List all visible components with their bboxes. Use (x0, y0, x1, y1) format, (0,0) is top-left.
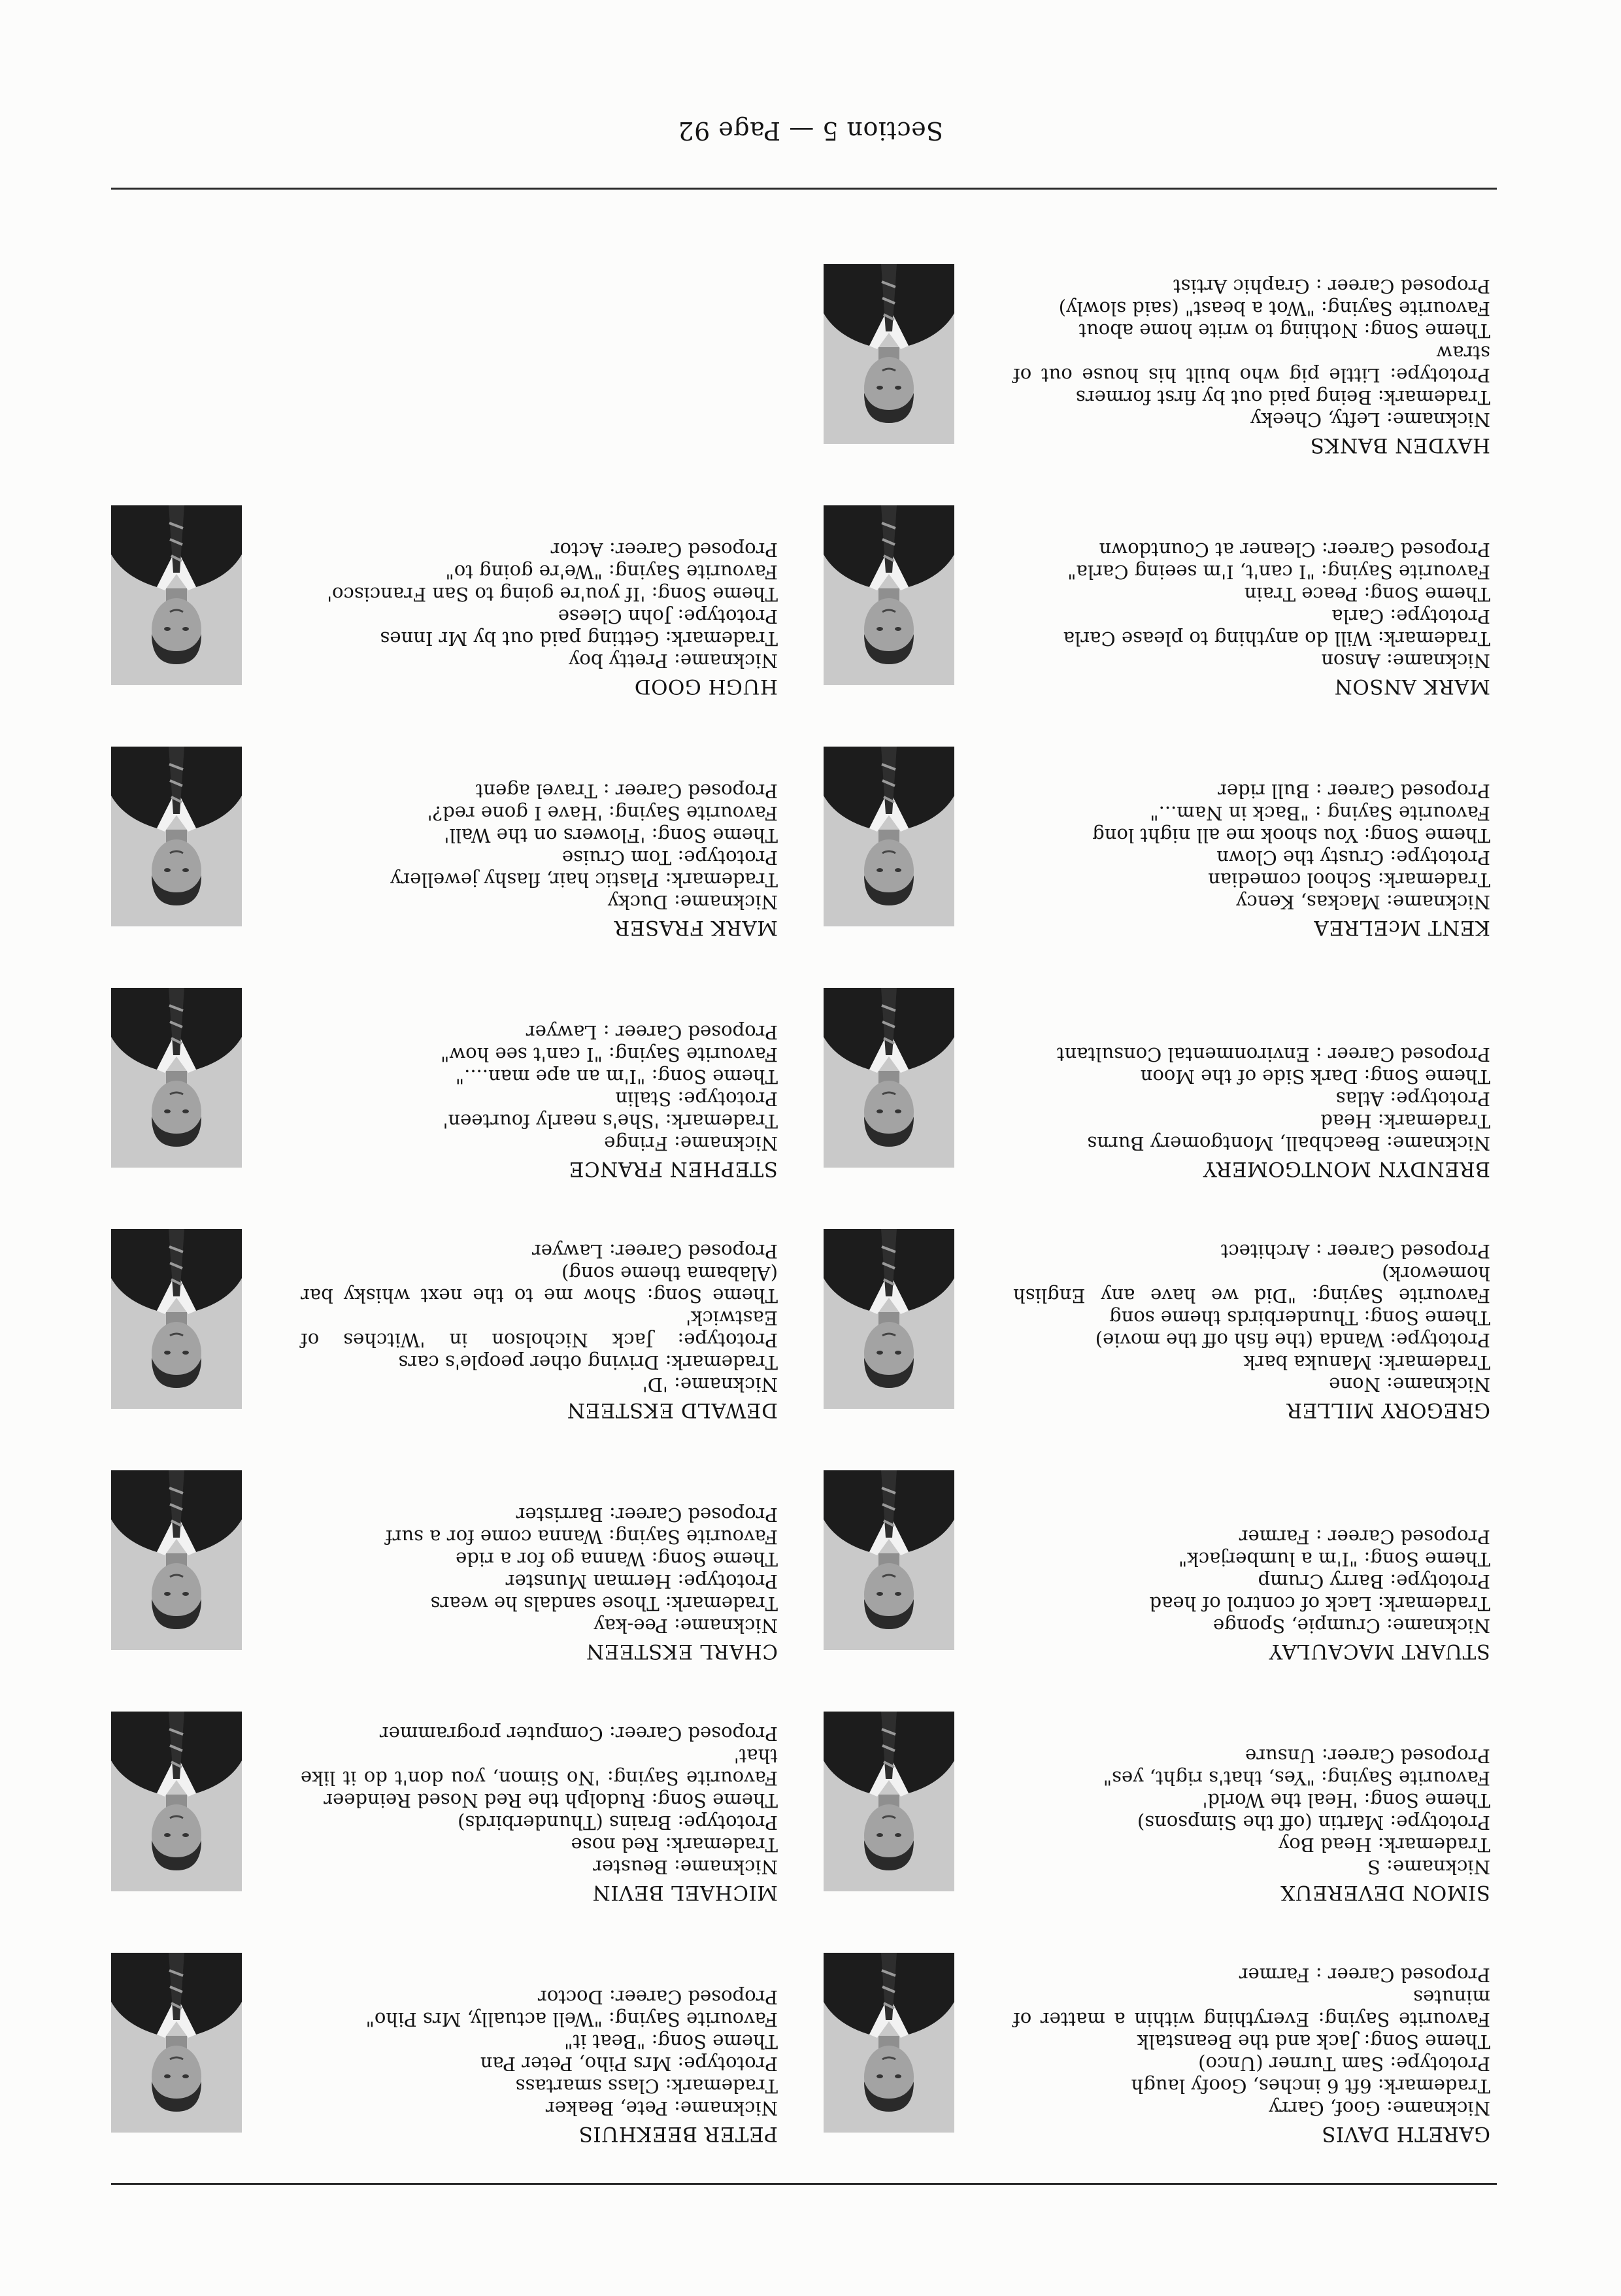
profile-field: Favourite Saying: "Yes, that's right, yes" (1103, 1767, 1490, 1789)
profile-field: Nickname: Pete, Beaker (545, 2097, 778, 2119)
profile-field: Nickname: S (1367, 1856, 1490, 1878)
profile-field: Nickname: None (1329, 1374, 1490, 1396)
profile-entry (72, 1181, 778, 1422)
profile-name: CHARL EKSTEEN (586, 1640, 778, 1663)
profile-fields (301, 1021, 778, 1155)
profile-field: Trademark: Red nose (571, 1834, 778, 1856)
profile-field: Nickname: Pee-kay (593, 1615, 778, 1637)
profile-field: Proposed Career: Doctor (537, 1986, 778, 2008)
profile-fields (1013, 1526, 1490, 1637)
profile-fields (1013, 539, 1490, 672)
profile-field: Trademark: Class smartass (515, 2075, 778, 2097)
profile-entry (784, 1663, 1490, 1904)
profile-field: Favourite Saying : "Back in Nam..." (1150, 802, 1490, 824)
profile-fields (1013, 1043, 1490, 1155)
profile-field: Theme Song: Jack and the Beanstalk (1137, 2031, 1490, 2053)
profile-entry (72, 1663, 778, 1904)
profile-field: Prototype: Atlas (1335, 1088, 1490, 1110)
profile-field: Trademark: Head Boy (1278, 1834, 1490, 1856)
profile-field: Proposed Career: Unsure (1245, 1745, 1490, 1767)
profile-field: Nickname: Anson (1321, 650, 1490, 672)
profile-entry (784, 939, 1490, 1181)
profile-entry (72, 698, 778, 939)
profile-field: Trademark: School comedian (1208, 869, 1490, 891)
profile-name: MARK FRASER (614, 916, 778, 939)
student-photo (824, 264, 954, 444)
profile-field: Theme Song: Dark Side of the Moon (1140, 1066, 1490, 1088)
profile-name: KENT McELREA (1313, 916, 1490, 939)
profile-field: Nickname: Beuster (593, 1856, 778, 1878)
profile-field: Theme Song: You shook me all night long (1092, 824, 1490, 847)
profile-field: Trademark: Getting paid out by Mr Innes (380, 628, 778, 650)
profile-field: Prototype: Little pig who built his house out of straw (1013, 342, 1490, 386)
student-photo (111, 1712, 242, 1891)
top-rule (111, 2183, 1497, 2185)
student-photo (824, 1953, 954, 2133)
profile-fields (1013, 1240, 1490, 1396)
profile-field: Theme Song: Thunderbirds theme song (1109, 1307, 1490, 1329)
student-photo (111, 1229, 242, 1409)
profile-entry (784, 1422, 1490, 1663)
profile-field: Theme Song: 'Flowers on the Wall' (444, 824, 778, 847)
profile-field: Proposed Career: Lawyer (532, 1240, 778, 1262)
profile-field: Proposed Career: Barrister (516, 1504, 778, 1526)
profile-field: Prototype: Crusty the Clown (1216, 847, 1490, 869)
profile-name: MARK ANSON (1334, 675, 1490, 698)
profile-field: Proposed Career : Travel agent (475, 780, 778, 802)
profile-field: Proposed Career: Cleaner at Countdown (1099, 539, 1490, 561)
profile-field: Proposed Career : Environmental Consultant (1056, 1043, 1490, 1066)
profile-field: Nickname: Fringe (604, 1132, 778, 1155)
profile-field: Theme Song: Nothing to write home about (1078, 320, 1490, 342)
profile-field: Nickname: Crumpie, Sponge (1212, 1615, 1490, 1637)
profile-field: Favourite Saying: 'No Simon, you don't do it like that' (301, 1745, 778, 1789)
profile-field: Favourite Saying: "Did we have any English homework) (1013, 1262, 1490, 1307)
profile-entry (784, 457, 1490, 698)
profile-name: GREGORY MILLER (1286, 1398, 1490, 1422)
profile-field: Trademark: Those sandals he wears (430, 1593, 778, 1615)
profile-name: DEWALD EKSTEEN (567, 1398, 778, 1422)
profile-field: Nickname: Beachball, Montgomery Burns (1087, 1132, 1490, 1155)
profile-field: Trademark: 6ft 6 inches, Goofy laugh (1131, 2075, 1490, 2097)
profile-field: Proposed Career: Actor (550, 539, 778, 561)
profile-entry (72, 1422, 778, 1663)
profile-field: Prototype: Jack Nicholson in 'Witches of Eastwick' (301, 1307, 778, 1351)
profile-field: Theme Song: Rudolph the Red Nosed Reindeer (324, 1789, 778, 1812)
profile-field: Theme Song: 'Heal the World' (1202, 1789, 1490, 1812)
profile-field: Favourite Saying: "I can't see how" (441, 1043, 778, 1066)
profile-name: HAYDEN BANKS (1310, 433, 1490, 457)
profile-name: PETER BEEKHUIS (578, 2122, 778, 2146)
profile-name: HUGH GOOD (634, 675, 778, 698)
profile-field: Prototype: Herman Munster (505, 1570, 778, 1593)
profile-field: Nickname: Lefty, Cheeky (1250, 409, 1490, 431)
profile-field: Trademark: Plastic hair, flashy jewellery (390, 869, 778, 891)
profile-field: Prototype: Martin (off the Simpsons) (1137, 1812, 1490, 1834)
profile-name: SIMON DEVEREUX (1280, 1881, 1490, 1904)
student-photo (111, 505, 242, 685)
profile-name: STEPHEN FRANCE (569, 1157, 778, 1181)
profile-field: Proposed Career : Bull rider (1218, 780, 1490, 802)
profile-fields (301, 1504, 778, 1637)
profile-field: Proposed Career: Computer programmer (379, 1723, 778, 1745)
student-photo (111, 747, 242, 926)
profile-field: Prototype: John Cleese (558, 605, 778, 628)
profile-field: Nickname: Ducky (607, 891, 778, 913)
profile-field: Favourite Saying: 'Have I gone red?' (427, 802, 778, 824)
profile-field: Theme Song: Show me to the next whisky bar (Alabama theme song) (301, 1262, 778, 1307)
profile-field: Prototype: Tom Cruise (561, 847, 778, 869)
profile-field: Theme Song: "I'm a lumberjack" (1178, 1548, 1490, 1570)
student-photo (824, 505, 954, 685)
profile-fields (301, 539, 778, 672)
profile-field: Trademark: Head (1320, 1110, 1490, 1132)
profile-field: Nickname: Mackas, Kency (1236, 891, 1490, 913)
profile-field: Trademark: 'She's nearly fourteen' (443, 1110, 778, 1132)
student-photo (824, 1712, 954, 1891)
profile-field: Trademark: Being paid out by first formers (1075, 386, 1490, 409)
profile-field: Nickname: Goof, Garry (1269, 2097, 1490, 2119)
profile-field: Nickname: Pretty boy (569, 650, 778, 672)
profile-field: Proposed Career : Architect (1220, 1240, 1490, 1262)
page-footer: Section 5 — Page 92 (677, 116, 944, 145)
profile-field: Theme Song: 'If you're going to San Francisco' (327, 583, 778, 605)
profile-field: Prototype: Barry Crump (1258, 1570, 1490, 1593)
profile-field: Theme Song: Peace Train (1244, 583, 1490, 605)
profile-field: Favourite Saying: Everything within a matter of minutes (1013, 1986, 1490, 2031)
profile-field: Proposed Career : Farmer (1239, 1526, 1490, 1548)
student-photo (824, 988, 954, 1168)
profile-field: Proposed Career : Lawyer (526, 1021, 778, 1043)
profile-field: Favourite Saying: "Well actually, Mrs Piho" (365, 2008, 778, 2031)
profile-fields (1013, 780, 1490, 913)
profile-field: Favourite Saying: Wanna come for a surf (385, 1526, 778, 1548)
profile-fields (301, 780, 778, 913)
student-photo (824, 1470, 954, 1650)
profile-entry (784, 216, 1490, 457)
left-column (784, 216, 1490, 2146)
profile-field: Proposed Career : Graphic Artist (1173, 275, 1490, 297)
right-column (72, 457, 778, 2146)
profile-field: Prototype: Stalin (615, 1088, 778, 1110)
profile-name: STUART MACAULAY (1269, 1640, 1490, 1663)
profile-field: Nickname: 'D' (642, 1374, 778, 1396)
profile-fields (1013, 275, 1490, 431)
profile-field: Theme Song: Wanna go for a ride (456, 1548, 778, 1570)
profile-name: MICHAEL BEVIN (592, 1881, 778, 1904)
bottom-rule (111, 188, 1497, 190)
profile-field: Favourite Saying: "I can't, I'm seeing Carla" (1067, 561, 1490, 583)
profile-field: Prototype: Carla (1331, 605, 1490, 628)
profile-fields (301, 1986, 778, 2119)
profile-entry (72, 1904, 778, 2146)
profile-field: Prototype: Wanda (the fish off the movie) (1095, 1329, 1490, 1351)
profile-field: Prototype: Brains (Thunderbirds) (458, 1812, 778, 1834)
profile-field: Proposed Career : Farmer (1239, 1964, 1490, 1986)
profile-field: Theme Song: "Beat it" (564, 2031, 778, 2053)
profile-entry (72, 457, 778, 698)
profile-field: Favourite Saying: "We're going to" (445, 561, 778, 583)
profile-fields (301, 1240, 778, 1396)
profile-entry (784, 1904, 1490, 2146)
student-photo (111, 1470, 242, 1650)
profile-name: BRENDYN MONTGOMERY (1203, 1157, 1490, 1181)
profile-field: Favourite Saying: "Wot a beast" (said slowly) (1058, 297, 1490, 320)
profile-fields (301, 1723, 778, 1878)
student-photo (111, 1953, 242, 2133)
student-photo (111, 988, 242, 1168)
student-photo (824, 1229, 954, 1409)
profile-field: Prototype: Mrs Piho, Peter Pan (480, 2053, 778, 2075)
profile-entry (784, 1181, 1490, 1422)
profile-name: GARETH DAVIS (1321, 2122, 1490, 2146)
profile-field: Trademark: Will do anything to please Carla (1063, 628, 1490, 650)
profile-entry (72, 939, 778, 1181)
profile-field: Trademark: Driving other people's cars (398, 1351, 778, 1374)
student-photo (824, 747, 954, 926)
profile-field: Prototype: Sam Turner (Unco) (1198, 2053, 1490, 2075)
profile-field: Trademark: Manuka bark (1243, 1351, 1490, 1374)
profile-fields (1013, 1964, 1490, 2119)
profile-field: Theme Song: "I'm an ape man...." (455, 1066, 778, 1088)
profile-entry (784, 698, 1490, 939)
profile-field: Trademark: Lack of control of head (1149, 1593, 1490, 1615)
profile-fields (1013, 1745, 1490, 1878)
